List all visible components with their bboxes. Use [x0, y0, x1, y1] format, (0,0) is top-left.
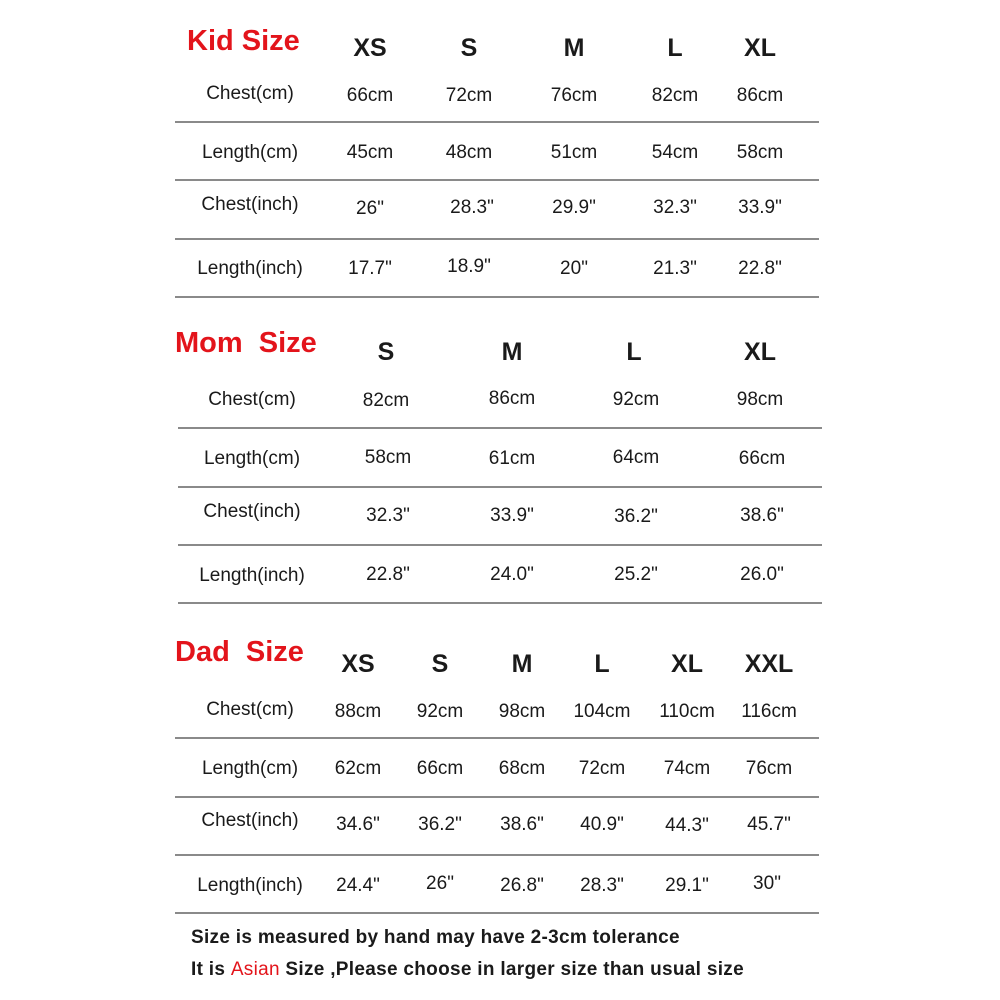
mom-cell: 33.9" — [490, 505, 534, 526]
asian-note-suffix: Size ,Please choose in larger size than usual size — [279, 959, 744, 980]
dad-cell: 45.7" — [747, 814, 791, 835]
kid-cell: 29.9" — [552, 197, 596, 218]
mom-size-l: L — [626, 338, 642, 366]
mom-cell: 82cm — [362, 390, 410, 411]
dad-row-label: Chest(cm) — [206, 699, 294, 720]
dad-cell: 68cm — [498, 758, 546, 779]
mom-cell: 24.0" — [490, 564, 534, 585]
dad-cell: 88cm — [334, 701, 382, 722]
kid-cell: 76cm — [550, 85, 598, 106]
kid-cell: 33.9" — [738, 197, 782, 218]
kid-cell: 48cm — [445, 142, 493, 163]
kid-cell: 82cm — [651, 85, 699, 106]
dad-cell: 92cm — [416, 701, 464, 722]
dad-row-label: Chest(inch) — [201, 810, 299, 831]
kid-size-s: S — [460, 34, 478, 62]
row-divider — [175, 796, 819, 798]
mom-cell: 32.3" — [366, 505, 410, 526]
kid-cell: 51cm — [550, 142, 598, 163]
dad-cell: 38.6" — [500, 814, 544, 835]
kid-size-xs: XS — [353, 34, 387, 62]
dad-cell: 28.3" — [580, 875, 624, 896]
mom-cell: 92cm — [612, 389, 660, 410]
dad-cell: 44.3" — [665, 815, 709, 836]
kid-cell: 26" — [356, 198, 384, 219]
mom-cell: 22.8" — [366, 564, 410, 585]
kid-cell: 72cm — [445, 85, 493, 106]
row-divider — [175, 737, 819, 739]
mom-cell: 61cm — [488, 448, 536, 469]
dad-cell: 74cm — [663, 758, 711, 779]
dad-row-label: Length(inch) — [197, 875, 303, 896]
dad-cell: 30" — [753, 873, 781, 894]
kid-size-m: M — [563, 34, 585, 62]
dad-cell: 76cm — [745, 758, 793, 779]
dad-cell: 40.9" — [580, 814, 624, 835]
dad-cell: 110cm — [659, 701, 715, 722]
dad-cell: 62cm — [334, 758, 382, 779]
dad-cell: 26" — [426, 873, 454, 894]
kid-cell: 54cm — [651, 142, 699, 163]
asian-size-note — [191, 960, 744, 979]
dad-cell: 24.4" — [336, 875, 380, 896]
asian-note-prefix: It is — [191, 959, 231, 980]
dad-size-m: M — [511, 650, 533, 678]
kid-cell: 86cm — [736, 85, 784, 106]
mom-row-label: Chest(cm) — [208, 389, 296, 410]
mom-size-m: M — [501, 338, 523, 366]
dad-cell: 116cm — [741, 701, 797, 722]
dad-cell: 72cm — [578, 758, 626, 779]
dad-cell: 66cm — [416, 758, 464, 779]
dad-cell: 104cm — [573, 701, 631, 722]
kid-size-l: L — [667, 34, 683, 62]
kid-row-label: Length(cm) — [201, 142, 299, 163]
kid-size-xl: XL — [744, 34, 776, 62]
dad-cell: 36.2" — [418, 814, 462, 835]
mom-size-xl: XL — [744, 338, 776, 366]
mom-cell: 98cm — [736, 389, 784, 410]
kid-cell: 66cm — [346, 85, 394, 106]
row-divider — [175, 854, 819, 856]
kid-cell: 17.7" — [348, 258, 392, 279]
mom-cell: 36.2" — [614, 506, 658, 527]
kid-row-label: Length(inch) — [197, 258, 303, 279]
dad-size-s: S — [431, 650, 449, 678]
dad-size-xxl: XXL — [744, 650, 794, 678]
kid-cell: 21.3" — [653, 258, 697, 279]
kid-cell: 32.3" — [653, 197, 697, 218]
kid-cell: 20" — [560, 258, 588, 279]
kid-cell: 22.8" — [738, 258, 782, 279]
dad-size-xl: XL — [671, 650, 703, 678]
kid-row-label: Chest(cm) — [206, 83, 294, 104]
tolerance-note: Size is measured by hand may have 2-3cm tolerance — [191, 927, 680, 948]
row-divider — [175, 912, 819, 914]
asian-highlight: Asian — [230, 959, 280, 980]
dad-cell: 98cm — [498, 701, 546, 722]
kid-cell: 45cm — [346, 142, 394, 163]
dad-size-xs: XS — [341, 650, 375, 678]
mom-cell: 86cm — [488, 388, 536, 409]
dad-row-label: Length(cm) — [201, 758, 299, 779]
kid-row-label: Chest(inch) — [201, 194, 299, 215]
mom-row-label: Length(cm) — [203, 448, 301, 469]
mom-cell: 66cm — [738, 448, 786, 469]
kid-size-title: Kid Size — [187, 25, 300, 57]
dad-size-title: Dad Size — [175, 636, 304, 668]
dad-cell: 29.1" — [665, 875, 709, 896]
dad-size-l: L — [594, 650, 610, 678]
kid-cell: 28.3" — [450, 197, 494, 218]
mom-size-s: S — [377, 338, 395, 366]
mom-cell: 58cm — [364, 447, 412, 468]
mom-cell: 26.0" — [740, 564, 784, 585]
mom-size-title: Mom Size — [175, 327, 317, 359]
kid-cell: 58cm — [736, 142, 784, 163]
kid-cell: 18.9" — [447, 256, 491, 277]
dad-cell: 26.8" — [500, 875, 544, 896]
mom-cell: 38.6" — [740, 505, 784, 526]
mom-row-label: Chest(inch) — [203, 501, 301, 522]
mom-cell: 25.2" — [614, 564, 658, 585]
dad-cell: 34.6" — [336, 814, 380, 835]
mom-row-label: Length(inch) — [199, 565, 305, 586]
mom-cell: 64cm — [612, 447, 660, 468]
